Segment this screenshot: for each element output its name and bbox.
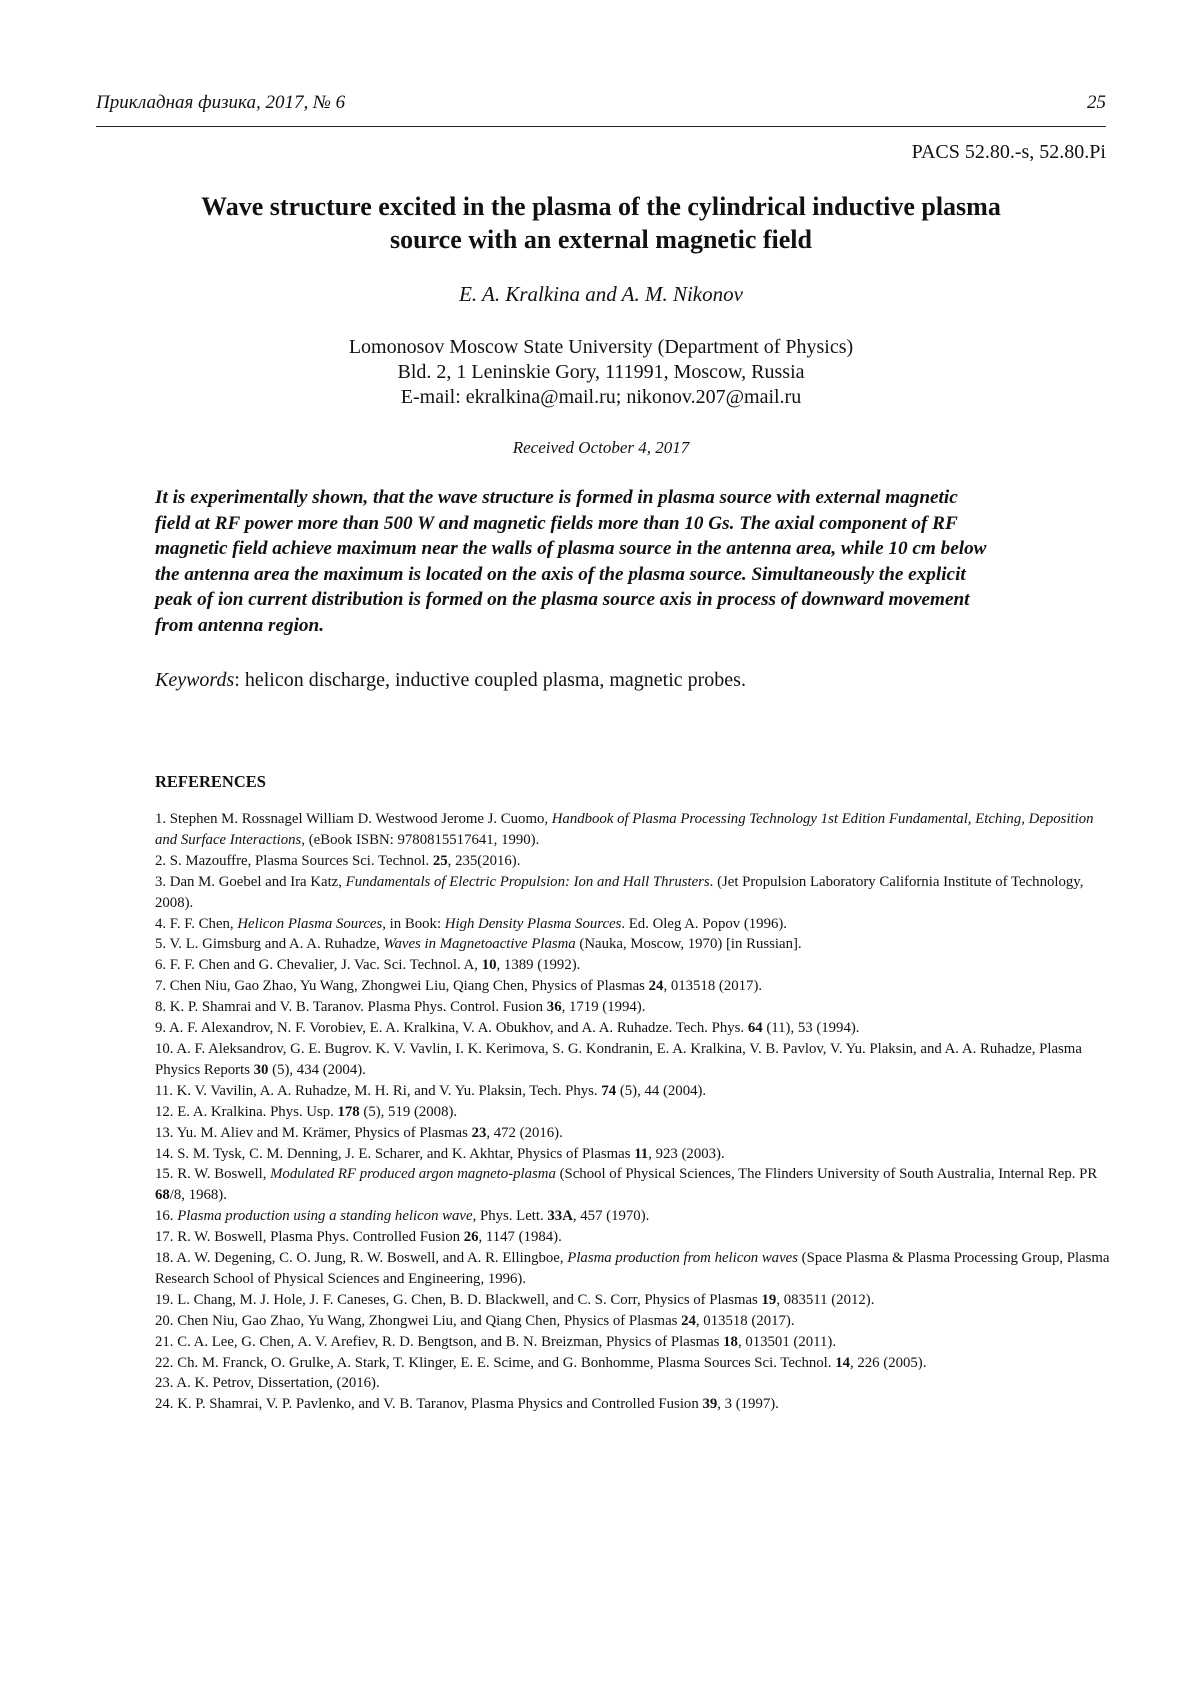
reference-text: in Book: bbox=[385, 915, 445, 932]
abstract-line: magnetic field achieve maximum near the walls of plasma source in the antenna area, while 10 cm below bbox=[155, 538, 987, 559]
reference-text: 11. K. V. Vavilin, A. A. Ruhadze, M. H. Ri, and V. Yu. Plaksin, Tech. Phys. bbox=[155, 1082, 602, 1099]
reference-item bbox=[155, 1144, 1113, 1165]
reference-text: (Space Plasma & Plasma Processing Group, Plasma Research School of Physical Sciences and Engineering, 1996). bbox=[155, 1250, 1110, 1287]
reference-item bbox=[155, 872, 1113, 914]
reference-text: 10 bbox=[481, 957, 497, 974]
reference-text: 3. Dan M. Goebel and Ira Katz, bbox=[155, 873, 346, 890]
abstract-line: It is experimentally shown, that the wave structure is formed in plasma source with external magnetic bbox=[155, 487, 958, 508]
reference-item bbox=[155, 851, 1113, 872]
reference-text: , 013501 (2011). bbox=[737, 1333, 837, 1350]
reference-text: (School of Physical Sciences, The Flinders University of South Australia, Internal Rep. PR bbox=[555, 1166, 1098, 1183]
reference-text: , 3 (1997). bbox=[717, 1396, 779, 1413]
reference-text: Waves in Magnetoactive Plasma bbox=[383, 936, 576, 953]
page-number: 25 bbox=[1087, 92, 1106, 113]
reference-text: 17. R. W. Boswell, Plasma Phys. Controlled Fusion bbox=[155, 1229, 464, 1246]
reference-text: 19. L. Chang, M. J. Hole, J. F. Caneses, G. Chen, B. D. Blackwell, and C. S. Corr, Physics of Plasmas bbox=[155, 1291, 762, 1308]
reference-text: Phys. Lett. bbox=[476, 1208, 548, 1225]
reference-text: 74 bbox=[601, 1082, 617, 1099]
affiliation bbox=[96, 335, 1106, 410]
reference-text: , 457 (1970). bbox=[572, 1208, 650, 1225]
reference-text: 10. A. F. Aleksandrov, G. E. Bugrov. K. V. Vavlin, I. K. Kerimova, S. G. Kondranin, E. A. Kralkina, V. B. Pavlov, V. Yu. Plaksin, and A. A. Ruhadze, Plasma Physics Reports bbox=[155, 1040, 1082, 1078]
reference-text: 23 bbox=[471, 1124, 487, 1141]
reference-text: 18. A. W. Degening, C. O. Jung, R. W. Boswell, and A. R. Ellingboe, bbox=[155, 1250, 568, 1267]
reference-text: . Ed. Oleg A. Popov (1996). bbox=[621, 915, 787, 932]
reference-text: 33A bbox=[547, 1208, 573, 1225]
reference-text: 30 bbox=[253, 1061, 269, 1078]
keywords bbox=[155, 669, 1108, 692]
reference-text: 24. K. P. Shamrai, V. P. Pavlenko, and V. B. Taranov, Plasma Physics and Controlled Fusion bbox=[155, 1396, 703, 1413]
authors: E. A. Kralkina and A. M. Nikonov bbox=[459, 282, 743, 306]
reference-text: , 083511 (2012). bbox=[776, 1291, 875, 1308]
reference-text: Helicon Plasma Sources, bbox=[237, 915, 386, 932]
keywords-text: : helicon discharge, inductive coupled plasma, magnetic probes. bbox=[234, 669, 746, 691]
reference-text: , 235(2016). bbox=[447, 852, 521, 869]
reference-item bbox=[155, 1353, 1113, 1374]
reference-item bbox=[155, 1394, 1113, 1415]
reference-text: 6. F. F. Chen and G. Chevalier, J. Vac. Sci. Technol. A, bbox=[155, 957, 482, 974]
abstract-line: peak of ion current distribution is formed on the plasma source axis in process of downward movement bbox=[155, 589, 970, 610]
reference-text: Handbook of Plasma Processing Technology 1st Edition Fundamental, Etching, Deposition and Surface Interactions bbox=[155, 811, 1094, 848]
reference-item bbox=[155, 1248, 1113, 1290]
reference-text: 2. S. Mazouffre, Plasma Sources Sci. Technol. bbox=[155, 852, 433, 869]
reference-text: , 226 (2005). bbox=[849, 1354, 927, 1371]
reference-item bbox=[155, 1311, 1113, 1332]
reference-text: , 1719 (1994). bbox=[561, 999, 646, 1016]
reference-text: 24 bbox=[648, 978, 664, 995]
reference-text: 68 bbox=[155, 1187, 170, 1204]
abstract-line: from antenna region. bbox=[155, 614, 324, 636]
reference-item bbox=[155, 1206, 1113, 1227]
reference-text: /8, 1968). bbox=[169, 1187, 227, 1204]
affiliation-email: E-mail: ekralkina@mail.ru; nikonov.207@mail.ru bbox=[400, 386, 802, 408]
reference-item bbox=[155, 1332, 1113, 1353]
reference-text: , 923 (2003). bbox=[648, 1145, 725, 1162]
header-rule bbox=[96, 126, 1106, 127]
reference-text: 14. S. M. Tysk, C. M. Denning, J. E. Scharer, and K. Akhtar, Physics of Plasmas bbox=[155, 1145, 635, 1162]
reference-text: 12. E. A. Kralkina. Phys. Usp. bbox=[155, 1103, 338, 1120]
title-line-1: Wave structure excited in the plasma of the cylindrical inductive plasma bbox=[201, 192, 1001, 221]
reference-text: 21. C. A. Lee, G. Chen, A. V. Arefiev, R. D. Bengtson, and B. N. Breizman, Physics of Plasmas bbox=[155, 1333, 724, 1350]
references-heading: REFERENCES bbox=[155, 772, 266, 791]
reference-text: 18 bbox=[723, 1333, 738, 1350]
reference-text: 39 bbox=[702, 1396, 718, 1413]
reference-item bbox=[155, 976, 1113, 997]
reference-text: Plasma production from helicon waves bbox=[567, 1250, 798, 1267]
reference-text: Modulated RF produced argon magneto-plasma bbox=[270, 1166, 556, 1183]
reference-text: , 1147 (1984). bbox=[478, 1229, 562, 1246]
reference-text: , 472 (2016). bbox=[486, 1124, 563, 1141]
abstract bbox=[155, 485, 1108, 638]
reference-item bbox=[155, 1123, 1113, 1144]
reference-text: , 013518 (2017). bbox=[695, 1312, 795, 1329]
keywords-label: Keywords bbox=[155, 669, 235, 691]
reference-text: 15. R. W. Boswell, bbox=[155, 1166, 271, 1183]
reference-text: , 013518 (2017). bbox=[663, 978, 763, 995]
reference-item bbox=[155, 1102, 1113, 1123]
reference-text: 16. bbox=[155, 1208, 178, 1225]
affiliation-line-1: Lomonosov Moscow State University (Department of Physics) bbox=[348, 336, 854, 358]
reference-text: 4. F. F. Chen, bbox=[155, 915, 238, 932]
pacs-codes: PACS 52.80.-s, 52.80.Pi bbox=[911, 141, 1106, 163]
reference-text: , (eBook ISBN: 9780815517641, 1990). bbox=[301, 831, 540, 848]
reference-text: , 1389 (1992). bbox=[496, 957, 581, 974]
reference-item bbox=[155, 1081, 1113, 1102]
reference-item bbox=[155, 914, 1113, 935]
reference-text: 7. Chen Niu, Gao Zhao, Yu Wang, Zhongwei Liu, Qiang Chen, Physics of Plasmas bbox=[155, 978, 649, 995]
reference-text: 26 bbox=[463, 1229, 479, 1246]
reference-text: 36 bbox=[546, 999, 562, 1016]
reference-text: . (Jet Propulsion Laboratory California Institute of Technology, 2008). bbox=[155, 873, 1084, 911]
reference-text: Plasma production using a standing helicon wave, bbox=[177, 1208, 477, 1225]
reference-item bbox=[155, 1164, 1113, 1206]
reference-text: (Nauka, Moscow, 1970) [in Russian]. bbox=[575, 936, 802, 953]
affiliation-line-2: Bld. 2, 1 Leninskie Gory, 111991, Moscow, Russia bbox=[397, 361, 805, 383]
reference-text: 11 bbox=[634, 1145, 649, 1162]
journal-citation: Прикладная физика, 2017, № 6 bbox=[96, 92, 346, 113]
reference-text: 8. K. P. Shamrai and V. B. Taranov. Plasma Phys. Control. Fusion bbox=[155, 999, 547, 1016]
reference-text: 14 bbox=[835, 1354, 850, 1371]
reference-text: 20. Chen Niu, Gao Zhao, Yu Wang, Zhongwei Liu, and Qiang Chen, Physics of Plasmas bbox=[155, 1312, 682, 1329]
reference-text: 25 bbox=[432, 852, 448, 869]
reference-text: 23. A. K. Petrov, Dissertation, (2016). bbox=[155, 1375, 380, 1392]
reference-text: (11), 53 (1994). bbox=[762, 1020, 860, 1037]
reference-item bbox=[155, 997, 1113, 1018]
reference-text: High Density Plasma Sources bbox=[444, 915, 622, 932]
reference-item bbox=[155, 809, 1113, 851]
reference-item bbox=[155, 1290, 1113, 1311]
reference-item bbox=[155, 934, 1113, 955]
reference-text: 9. A. F. Alexandrov, N. F. Vorobiev, E. A. Kralkina, V. A. Obukhov, and A. A. Ruhadze. Tech. Phys. bbox=[155, 1020, 748, 1037]
abstract-line: the antenna area the maximum is located on the axis of the plasma source. Simultaneously the explicit bbox=[155, 563, 966, 585]
reference-item bbox=[155, 1018, 1113, 1039]
reference-text: 5. V. L. Gimsburg and A. A. Ruhadze, bbox=[155, 936, 384, 953]
abstract-line: field at RF power more than 500 W and magnetic fields more than 10 Gs. The axial component of RF bbox=[155, 512, 958, 534]
reference-text: 24 bbox=[681, 1312, 696, 1329]
reference-item bbox=[155, 1373, 1113, 1394]
reference-text: 19 bbox=[761, 1291, 777, 1308]
reference-item bbox=[155, 1227, 1113, 1248]
reference-text: 178 bbox=[337, 1103, 360, 1120]
reference-text: (5), 434 (2004). bbox=[268, 1061, 366, 1078]
reference-text: (5), 519 (2008). bbox=[359, 1103, 458, 1120]
reference-text: 13. Yu. M. Aliev and M. Krämer, Physics of Plasmas bbox=[155, 1124, 472, 1141]
reference-item bbox=[155, 1039, 1113, 1081]
reference-list bbox=[155, 809, 1113, 1415]
paper-title bbox=[96, 190, 1106, 256]
reference-text: 22. Ch. M. Franck, O. Grulke, A. Stark, T. Klinger, E. E. Scime, and G. Bonhomme, Plasma Sources Sci. Technol. bbox=[155, 1354, 836, 1371]
reference-text: 1. Stephen M. Rossnagel William D. Westwood Jerome J. Cuomo, bbox=[155, 811, 552, 827]
running-head bbox=[96, 92, 1106, 120]
reference-item bbox=[155, 955, 1113, 976]
received-date: Received October 4, 2017 bbox=[512, 438, 690, 457]
reference-text: 64 bbox=[747, 1020, 763, 1037]
title-line-2: source with an external magnetic field bbox=[390, 225, 812, 254]
reference-text: (5), 44 (2004). bbox=[616, 1082, 707, 1099]
reference-text: Fundamentals of Electric Propulsion: Ion and Hall Thrusters bbox=[345, 873, 710, 890]
